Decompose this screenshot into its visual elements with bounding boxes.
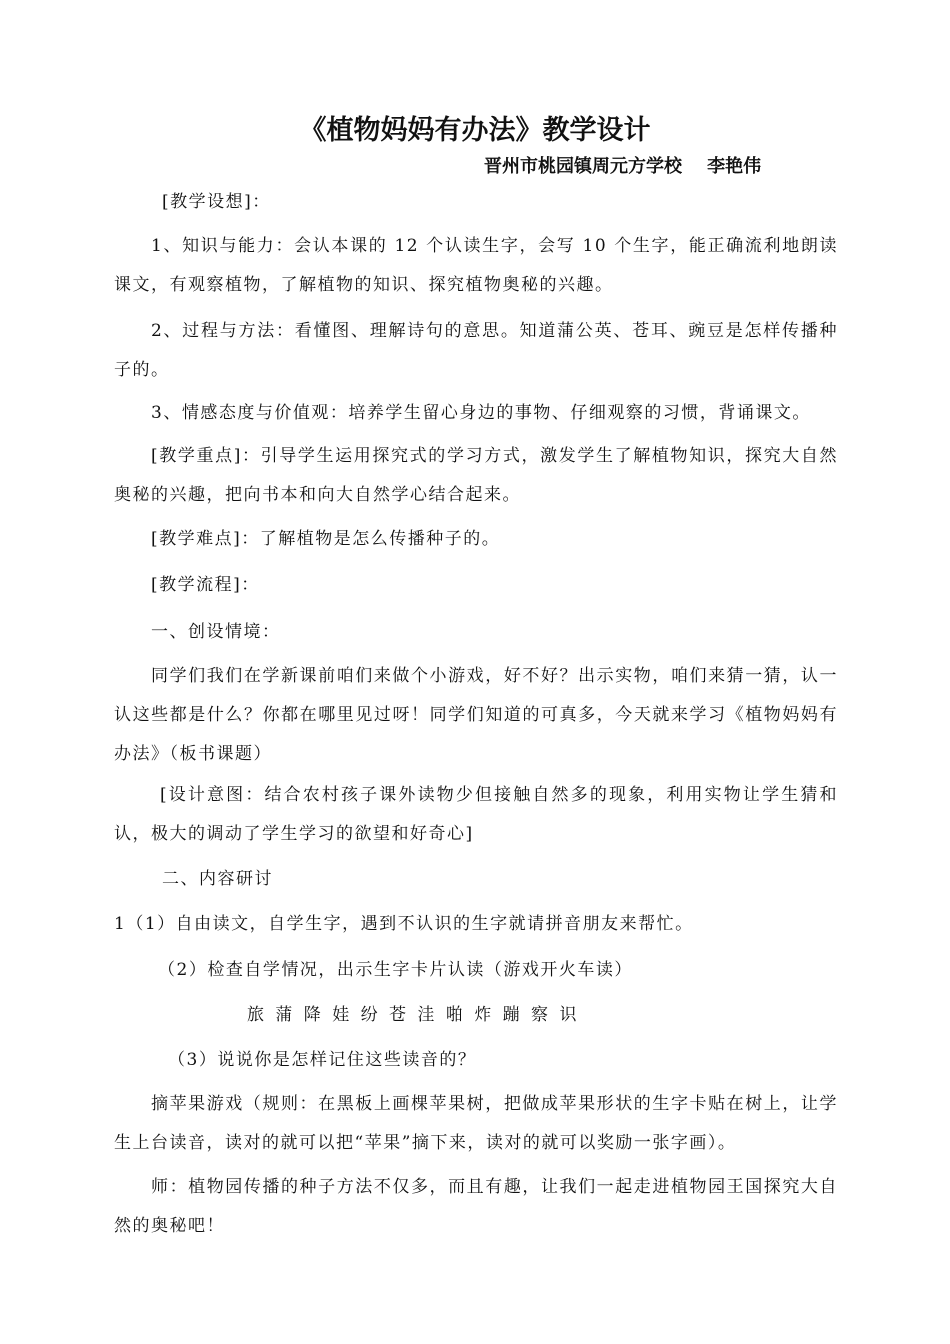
- goal-knowledge-paragraph: 1、知识与能力：会认本课的 12 个认读生字，会写 10 个生字，能正确流利地朗读课文，有观察植物，了解植物的知识、探究植物奥秘的兴趣。: [114, 236, 838, 295]
- difficulty-paragraph: [教学难点]：了解植物是怎么传播种子的。: [151, 529, 501, 549]
- design-intent-paragraph: [设计意图：结合农村孩子课外读物少但接触自然多的现象，利用实物让学生猜和认，极大的调动了学生学习的欲望和好奇心]: [114, 785, 838, 844]
- new-characters-list: 旅 蒲 降 娃 纷 苍 洼 啪 炸 蹦 察 识: [247, 1005, 580, 1025]
- apple-game-paragraph: 摘苹果游戏（规则：在黑板上画棵苹果树，把做成苹果形状的生字卡贴在树上，让学生上台读音，读对的就可以把“苹果”摘下来，读对的就可以奖励一张字画）。: [114, 1094, 838, 1153]
- step-one-paragraph: 1（1）自由读文，自学生字，遇到不认识的生字就请拼音朋友来帮忙。: [114, 914, 694, 934]
- idea-heading: [教学设想]：: [162, 192, 271, 212]
- section-two-heading: 二、内容研讨: [162, 869, 273, 889]
- section-one-heading: 一、创设情境：: [151, 622, 281, 642]
- author-line: 晋州市桃园镇周元方学校 李艳伟: [484, 156, 762, 177]
- teacher-paragraph: 师：植物园传播的种子方法不仅多，而且有趣，让我们一起走进植物园王国探究大自然的奥秘吧！: [114, 1177, 838, 1236]
- step-two-paragraph: （2）检查自学情况，出示生字卡片认读（游戏开火车读）: [158, 960, 633, 980]
- key-point-paragraph: [教学重点]：引导学生运用探究式的学习方式，激发学生了解植物知识，探究大自然奥秘的兴趣，把向书本和向大自然学心结合起来。: [114, 446, 838, 505]
- goal-attitude-paragraph: 3、情感态度与价值观：培养学生留心身边的事物、仔细观察的习惯，背诵课文。: [151, 403, 811, 423]
- document-title: 《植物妈妈有办法》教学设计: [299, 115, 651, 146]
- goal-process-paragraph: 2、过程与方法：看懂图、理解诗句的意思。知道蒲公英、苍耳、豌豆是怎样传播种子的。: [114, 321, 838, 380]
- step-three-paragraph: （3）说说你是怎样记住这些读音的？: [168, 1050, 477, 1070]
- situation-paragraph: 同学们我们在学新课前咱们来做个小游戏，好不好？出示实物，咱们来猜一猜，认一认这些都是什么？你都在哪里见过呀！同学们知道的可真多，今天就来学习《植物妈妈有办法》（板书课题）: [114, 666, 838, 764]
- process-heading: [教学流程]：: [151, 575, 260, 595]
